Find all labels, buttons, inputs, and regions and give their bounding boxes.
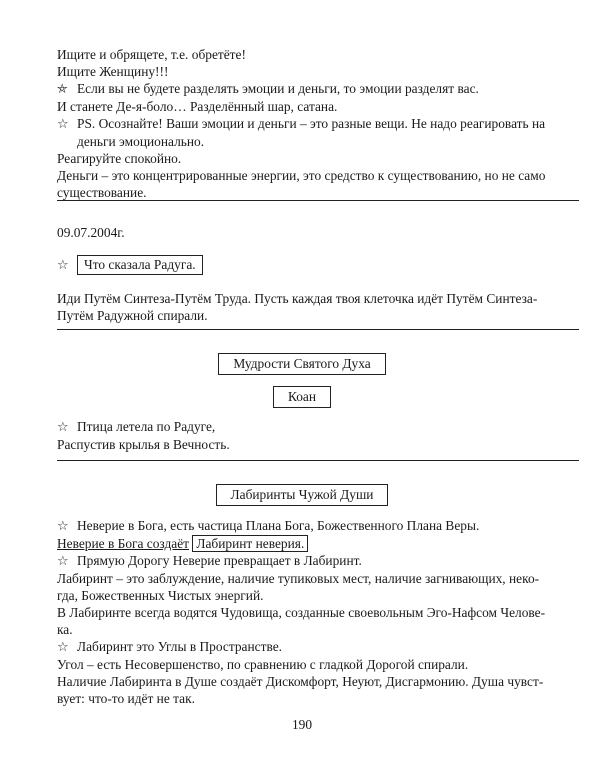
section-subtitle: Коан <box>273 386 331 408</box>
section-title: Лабиринты Чужой Души <box>216 484 389 506</box>
section-rainbow-text <box>57 290 579 324</box>
text-line: Путём Радужной спирали. <box>57 308 208 323</box>
text-line: Наличие Лабиринта в Душе создаёт Дискомфорт, Неуют, Дисгармонию. Душа чувст- <box>57 674 544 689</box>
section-title: Мудрости Святого Духа <box>218 353 385 375</box>
entry-date: 09.07.2004г. <box>57 225 125 240</box>
text-line: Неверие в Бога создаёт Лабиринт неверия. <box>57 535 579 552</box>
divider <box>57 460 579 461</box>
text-line: ка. <box>57 622 73 637</box>
pentagram-icon: ⛤ <box>57 82 68 97</box>
text-line: ☆ PS. Осознайте! Ваши эмоции и деньги – это разные вещи. Не надо реагировать на <box>57 116 546 132</box>
star-icon: ☆ <box>57 554 69 569</box>
section-intro <box>57 46 579 201</box>
text-line: Реагируйте спокойно. <box>57 151 182 166</box>
text-line: ⛤ Если вы не будете разделять эмоции и деньги, то эмоции разделят вас. <box>57 81 479 97</box>
section-subtitle-box <box>0 386 604 408</box>
text-line: ☆ Неверие в Бога, есть частица Плана Бога, Божественного Плана Веры. <box>57 518 480 534</box>
boxed-heading: Что сказала Радуга. <box>77 255 203 275</box>
section-title-box <box>0 484 604 506</box>
section-title-box <box>0 353 604 375</box>
star-icon: ☆ <box>57 519 69 534</box>
section-date <box>57 224 579 241</box>
text-line: И станете Де-я-боло… Разделённый шар, сатана. <box>57 99 338 114</box>
text-line <box>57 255 579 275</box>
section-labyrinth <box>57 517 579 707</box>
section-koan <box>57 418 579 453</box>
text-line: Ищите Женщину!!! <box>57 64 169 79</box>
star-icon: ☆ <box>57 420 69 435</box>
star-icon: ☆ <box>57 258 69 273</box>
text-line: вует: что-то идёт не так. <box>57 691 195 706</box>
text-line: гда, Божественных Чистых энергий. <box>57 588 264 603</box>
page-number: 190 <box>291 717 313 732</box>
text-line: ☆ Прямую Дорогу Неверие превращает в Лабиринт. <box>57 553 362 569</box>
text-line: Распустив крылья в Вечность. <box>57 437 230 452</box>
divider <box>57 200 579 201</box>
text-line: деньги эмоционально. <box>77 134 205 149</box>
boxed-phrase: Лабиринт неверия. <box>192 535 308 552</box>
text-line: Лабиринт – это заблуждение, наличие тупиковых мест, наличие загнивающих, неко- <box>57 571 540 586</box>
text-line: ☆ Лабиринт это Углы в Пространстве. <box>57 639 282 655</box>
text-line: Деньги – это концентрированные энергии, это средство к существованию, но не само <box>57 168 546 183</box>
section-rainbow <box>57 255 579 275</box>
text-line: существование. <box>57 185 147 200</box>
divider <box>57 329 579 330</box>
text-line: В Лабиринте всегда водятся Чудовища, созданные своевольным Эго-Нафсом Челове- <box>57 605 546 620</box>
text-line: ☆ Птица летела по Радуге, <box>57 419 216 435</box>
star-icon: ☆ <box>57 117 69 132</box>
star-icon: ☆ <box>57 640 69 655</box>
text-line: Угол – есть Несовершенство, по сравнению с гладкой Дорогой спирали. <box>57 657 469 672</box>
text-line: Ищите и обрящете, т.е. обретёте! <box>57 47 246 62</box>
text-line: Иди Путём Синтеза-Путём Труда. Пусть каждая твоя клеточка идёт Путём Синтеза- <box>57 291 538 306</box>
